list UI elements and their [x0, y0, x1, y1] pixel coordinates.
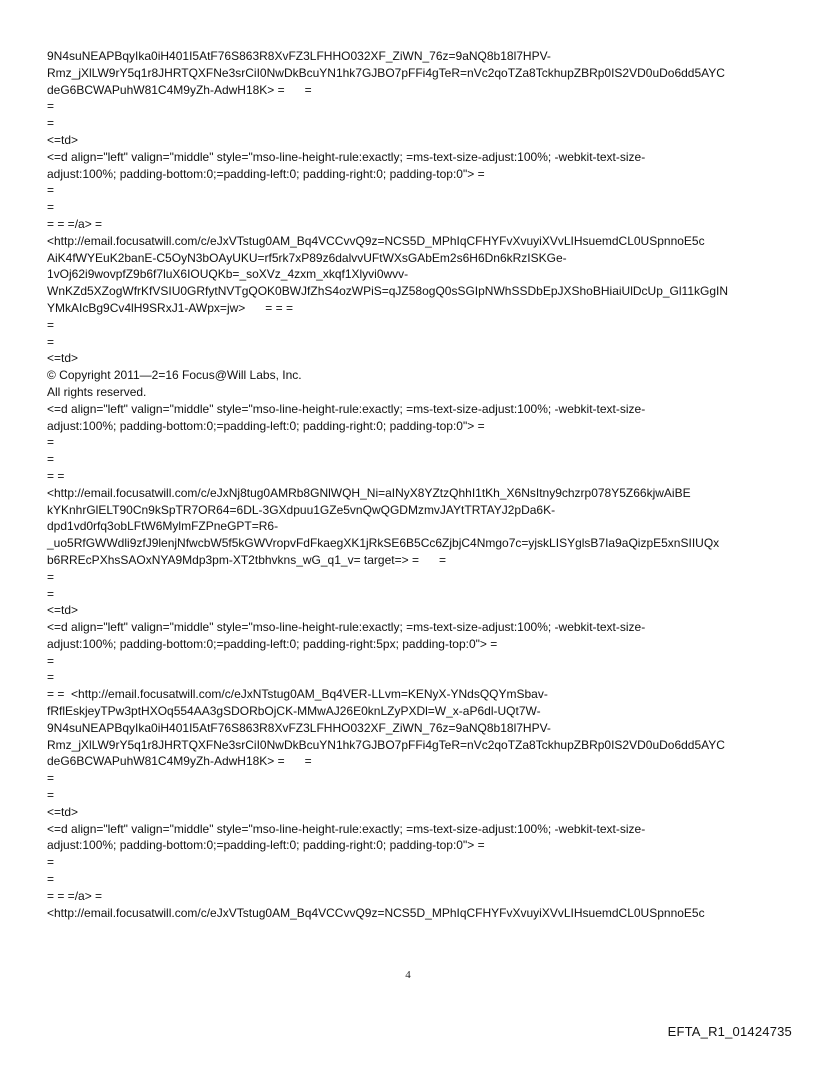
text-line: = [47, 334, 55, 349]
document-id: EFTA_R1_01424735 [667, 1024, 792, 1039]
text-line: = [47, 872, 55, 887]
email-link-line: AiK4fWYEuK2banE-C5OyN3bOAyUKU=rf5rk7xP89z6dalvvUFtWXsGAbEm2s6H6Dn6kRzISKGe- [47, 250, 567, 265]
email-link-line: 9N4suNEAPBqyIka0iH401I5AtF76S863R8XvFZ3LFHHO032XF_ZiWN_76z=9aNQ8b18l7HPV- [47, 720, 551, 735]
email-link-line: <http://email.focusatwill.com/c/eJxVTstug0AM_Bq4VCCvvQ9z=NCS5D_MPhIqCFHYFvXvuyiXVvLIHsuemdCL0USpnnoE5c [47, 905, 705, 920]
text-line: = = =/a> = [47, 888, 103, 903]
text-line: adjust:100%; padding-bottom:0;=padding-left:0; padding-right:0; padding-top:0"> = [47, 418, 485, 433]
text-line: = [47, 788, 55, 803]
email-link-line: <http://email.focusatwill.com/c/eJxNj8tug0AMRb8GNlWQH_Ni=aINyX8YZtzQhhI1tKh_X6NsItny9chzrp078Y5Z66kjwAiBE [47, 485, 691, 500]
email-link-line: dpd1vd0rfq3obLFtW6MylmFZPneGPT=R6- [47, 519, 279, 534]
text-line: deG6BCWAPuhW81C4M9yZh-AdwH18K> = = [47, 82, 312, 97]
email-link-line: _uo5RfGWWdli9zfJ9lenjNfwcbW5f5kGWVropvFdFkaegXK1jRkSE6B5Cc6ZjbjC4Nmgo7c=yjskLISYglsB7Ia9aQizpE5xnSIIUQx [47, 536, 720, 551]
text-line: = [47, 116, 55, 131]
text-line: = [47, 183, 55, 198]
text-line: = [47, 670, 55, 685]
email-link-line: YMkAIcBg9Cv4lH9SRxJ1-AWpx=jw> = = = [47, 300, 293, 315]
text-line: adjust:100%; padding-bottom:0;=padding-left:0; padding-right:0; padding-top:0"> = [47, 166, 485, 181]
text-line: adjust:100%; padding-bottom:0;=padding-left:0; padding-right:0; padding-top:0"> = [47, 838, 485, 853]
text-line: = [47, 771, 55, 786]
rights-line: All rights reserved. [47, 384, 147, 399]
text-line: adjust:100%; padding-bottom:0;=padding-left:0; padding-right:5px; padding-top:0"> = [47, 636, 498, 651]
text-line: = [47, 569, 55, 584]
text-line: <=td> [47, 804, 79, 819]
text-line: <=d align="left" valign="middle" style="mso-line-height-rule:exactly; =ms-text-size-adjust:100%; -webkit-text-size- [47, 149, 646, 164]
email-link-line: deG6BCWAPuhW81C4M9yZh-AdwH18K> = = [47, 754, 312, 769]
text-line: = [47, 200, 55, 215]
copyright-line: © Copyright 2011—2=16 Focus@Will Labs, Inc. [47, 368, 302, 383]
text-line: = = [47, 468, 65, 483]
text-line: = [47, 452, 55, 467]
text-line: = [47, 586, 55, 601]
text-line: <=d align="left" valign="middle" style="mso-line-height-rule:exactly; =ms-text-size-adjust:100%; -webkit-text-size- [47, 401, 646, 416]
text-line: = [47, 855, 55, 870]
text-line: = = =/a> = [47, 216, 103, 231]
text-line: <=td> [47, 603, 79, 618]
text-line: <=d align="left" valign="middle" style="mso-line-height-rule:exactly; =ms-text-size-adjust:100%; -webkit-text-size- [47, 821, 646, 836]
text-line: = [47, 317, 55, 332]
email-link-line: WnKZd5XZogWfrKfVSIU0GRfytNVTgQOK0BWJfZhS4ozWPiS=qJZ58ogQ0sSGIpNWhSSDbEpJXShoBHiaiUlDcUp_Gl11kGgIN [47, 284, 729, 299]
email-link-line: <http://email.focusatwill.com/c/eJxVTstug0AM_Bq4VCCvvQ9z=NCS5D_MPhIqCFHYFvXvuyiXVvLIHsuemdCL0USpnnoE5c [47, 233, 705, 248]
text-line: <=td> [47, 132, 79, 147]
text-line: 9N4suNEAPBqyIka0iH401I5AtF76S863R8XvFZ3LFHHO032XF_ZiWN_76z=9aNQ8b18l7HPV- [47, 49, 551, 63]
text-line: <=td> [47, 351, 79, 366]
page-number: 4 [405, 969, 411, 981]
text-line: = [47, 653, 55, 668]
email-link-line: fRflEskjeyTPw3ptHXOq554AA3gSDORbOjCK-MMwAJ26E0knLZyPXDl=W_x-aP6dl-UQt7W- [47, 704, 541, 719]
text-line: <=d align="left" valign="middle" style="mso-line-height-rule:exactly; =ms-text-size-adjust:100%; -webkit-text-size- [47, 620, 646, 635]
email-link-line: b6RREcPXhsSAOxNYA9Mdp3pm-XT2tbhvkns_wG_q1_v= target=> = = [47, 552, 446, 567]
text-line: = [47, 99, 55, 114]
email-link-line: kYKnhrGlELT90Cn9kSpTR7OR64=6DL-3GXdpuu1GZe5vnQwQGDMzmvJAYtTRTAYJ2pDa6K- [47, 502, 556, 517]
email-link-line: = = <http://email.focusatwill.com/c/eJxNTstug0AM_Bq4VER-LLvm=KENyX-YNdsQQYmSbav- [47, 687, 548, 702]
email-source-text [47, 48, 777, 921]
email-link-line: 1vOj62i9wovpfZ9b6f7luX6IOUQKb=_soXVz_4zxm_xkqf1Xlyvi0wvv- [47, 267, 409, 282]
email-link-line: Rmz_jXlLW9rY5q1r8JHRTQXFNe3srCiI0NwDkBcuYN1hk7GJBO7pFFi4gTeR=nVc2qoTZa8TckhupZBRp0IS2VD0uDo6dd5AYC [47, 737, 725, 752]
text-line: Rmz_jXlLW9rY5q1r8JHRTQXFNe3srCiI0NwDkBcuYN1hk7GJBO7pFFi4gTeR=nVc2qoTZa8TckhupZBRp0IS2VD0uDo6dd5AYC [47, 65, 725, 80]
text-line: = [47, 435, 55, 450]
